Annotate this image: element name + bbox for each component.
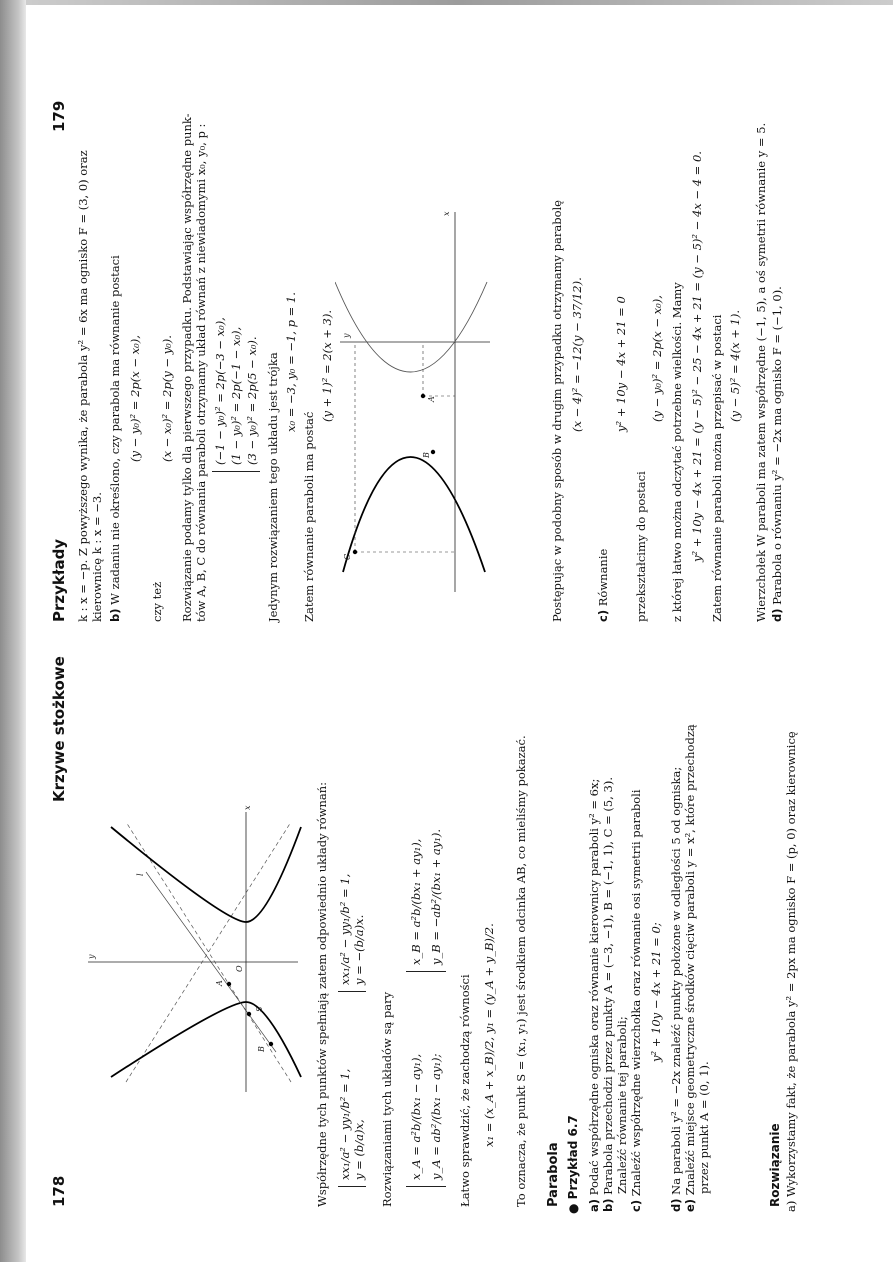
eq-b2: (x − x₀)² = 2p(y − y₀).	[160, 335, 174, 462]
task-e: e) Znaleźć miejsce geometryczne środków cięciw paraboli y = x², które przechodzą	[683, 724, 697, 1212]
solution-a-text: a) Wykorzystamy fakt, że parabola y² = 2px ma ognisko F = (p, 0) oraz kierownicę	[784, 731, 798, 1212]
system-abc: (−1 − y₀)² = 2p(−3 − x₀), (1 − y₀)² = 2p(−1 − x₀), (3 − y₀)² = 2p(5 − x₀).	[212, 317, 260, 472]
eq-similar: (x − 4)² = −12(y − 37/12).	[570, 277, 584, 432]
eq-c4: (y − 5)² = 4(x + 1).	[728, 310, 742, 422]
midpoint-equation: x₁ = (x_A + x_B)/2, y₁ = (y_A + y_B)/2.	[482, 923, 496, 1147]
task-c-equation: y² + 10y − 4x + 21 = 0;	[649, 922, 663, 1062]
hyperbola-left-branch	[111, 1002, 301, 1077]
only-solution: Jedynym rozwiązaniem tego układu jest trójka	[266, 352, 280, 622]
solution-pair-2: x_B = a²b/(bx₁ + ay₁), y_B = −ab²/(bx₁ + ay₁).	[406, 829, 446, 972]
triple: x₀ = −3, y₀ = −1, p = 1.	[284, 292, 298, 432]
scan-top-strip	[26, 0, 893, 5]
label2-y: y	[342, 333, 351, 338]
hyperbola-figure	[76, 782, 306, 1112]
solutions-label: Rozwiązaniami tych układów są pary	[380, 991, 394, 1207]
label-B: B	[257, 1046, 266, 1052]
task-d: d) Na paraboli y² = −2x znaleźć punkty położone w odległości 5 od ogniska;	[669, 766, 683, 1212]
label2-A: A	[427, 396, 436, 402]
solution-title: Rozwiązanie	[768, 1123, 782, 1207]
point-A	[227, 982, 231, 986]
label-S: S	[255, 1006, 264, 1012]
task-b: b) Parabola przechodzi przez punkty A = (−3, −1), B = (−1, 1), C = (5, 3).	[601, 777, 615, 1212]
system-1: xx₁/a² − yy₁/b² = 1, y = (b/a)x,	[338, 1069, 366, 1187]
section-title-parabola: Parabola	[546, 1142, 561, 1207]
running-head-left: Krzywe stożkowe	[50, 656, 68, 802]
solve-line-2: tów A, B, C do równania paraboli otrzymamy układ równań z niewiadomymi x₀, y₀, p :	[194, 123, 208, 622]
point-B2	[431, 450, 435, 454]
label2-B: B	[422, 452, 431, 458]
point-A2	[421, 394, 425, 398]
point-S	[247, 1012, 251, 1016]
task-e-cont: przez punkt A = (0, 1).	[697, 1061, 711, 1194]
parabola-1	[343, 457, 485, 572]
result-b: (y + 1)² = 2(x + 3).	[320, 310, 334, 422]
label-A: A	[215, 980, 224, 986]
scan-edge-shadow	[0, 0, 26, 1262]
parabola-figure	[335, 202, 495, 612]
example-title: ● Przykład 6.7	[566, 1115, 580, 1214]
part-d: d) Parabola o równaniu y² = −2x ma ognisko F = (−1, 0).	[770, 286, 784, 622]
label-O: O	[235, 965, 244, 972]
line-1: k : x = −p. Z powyższego wynika, że parabola y² = 6x ma ognisko F = (3, 0) oraz	[76, 150, 90, 622]
transform-text: przekształcimy do postaci	[634, 471, 648, 622]
conclusion-text: To oznacza, że punkt S = (x₁, y₁) jest środkiem odcinka AB, co mieliśmy pokazać.	[514, 735, 528, 1207]
solution-pair-1: x_A = a²b/(bx₁ − ay₁), y_A = ab²/(bx₁ − ay₁);	[406, 1054, 446, 1187]
point-B	[269, 1042, 273, 1046]
check-text: Łatwo sprawdzić, że zachodzą równości	[458, 974, 472, 1207]
rotated-book-spread	[30, 30, 893, 1262]
label2-x: x	[442, 211, 451, 216]
page-number-right: 179	[50, 100, 68, 132]
label2-C: C	[343, 553, 352, 560]
similar-text: Postępując w podobny sposób w drugim przypadku otrzymamy parabolę	[550, 200, 564, 622]
eq-b1: (y − y₀)² = 2p(x − x₀),	[128, 335, 142, 462]
system-2: xx₁/a² − yy₁/b² = 1, y = −(b/a)x.	[338, 874, 366, 992]
eq-c: y² + 10y − 4x + 21 = 0	[614, 296, 628, 432]
running-head-right: Przykłady	[50, 538, 68, 622]
rewrite-text: Zatem równanie paraboli można przepisać w postaci	[710, 314, 724, 622]
eq-c2: (y − y₀)² = 2p(x − x₀),	[650, 295, 664, 422]
intro-text: Współrzędne tych punktów spełniają zatem odpowiednio układy równań:	[315, 781, 329, 1207]
task-c: c) Znaleźć współrzędne wierzchołka oraz równanie osi symetrii paraboli	[629, 789, 643, 1212]
parabola-2	[335, 282, 487, 372]
read-off-text: z której łatwo można odczytać potrzebne wielkości. Mamy	[670, 282, 684, 622]
task-b-cont: Znaleźć równanie tej paraboli;	[615, 1016, 629, 1194]
part-c-intro: c) Równanie	[596, 548, 610, 622]
solve-line-1: Rozwiązanie podamy tylko dla pierwszego przypadku. Podstawiając współrzędne punk-	[180, 113, 194, 622]
part-b-intro: b) W zadaniu nie określono, czy parabola ma równanie postaci	[108, 255, 122, 622]
tasks-list	[587, 652, 711, 1212]
point-C2	[353, 550, 357, 554]
therefore: Zatem równanie paraboli ma postać	[302, 411, 316, 622]
czy-tez: czy też	[150, 581, 164, 622]
eq-c3: y² + 10y − 4x + 21 = (y − 5)² − 25 − 4x + 21 = (y − 5)² − 4x − 4 = 0.	[690, 151, 704, 562]
label-x: x	[243, 805, 252, 810]
page-number-left: 178	[50, 1175, 68, 1207]
label-l: l	[136, 873, 145, 876]
task-a: a) Podać współrzędne ogniska oraz równanie kierownicy paraboli y² = 6x;	[587, 778, 601, 1212]
line-2: kierownicę k : x = −3.	[90, 492, 104, 622]
label-y: y	[87, 954, 96, 959]
vertex-text: Wierzchołek W paraboli ma zatem współrzędne (−1, 5), a oś symetrii równanie y = 5.	[754, 122, 768, 622]
